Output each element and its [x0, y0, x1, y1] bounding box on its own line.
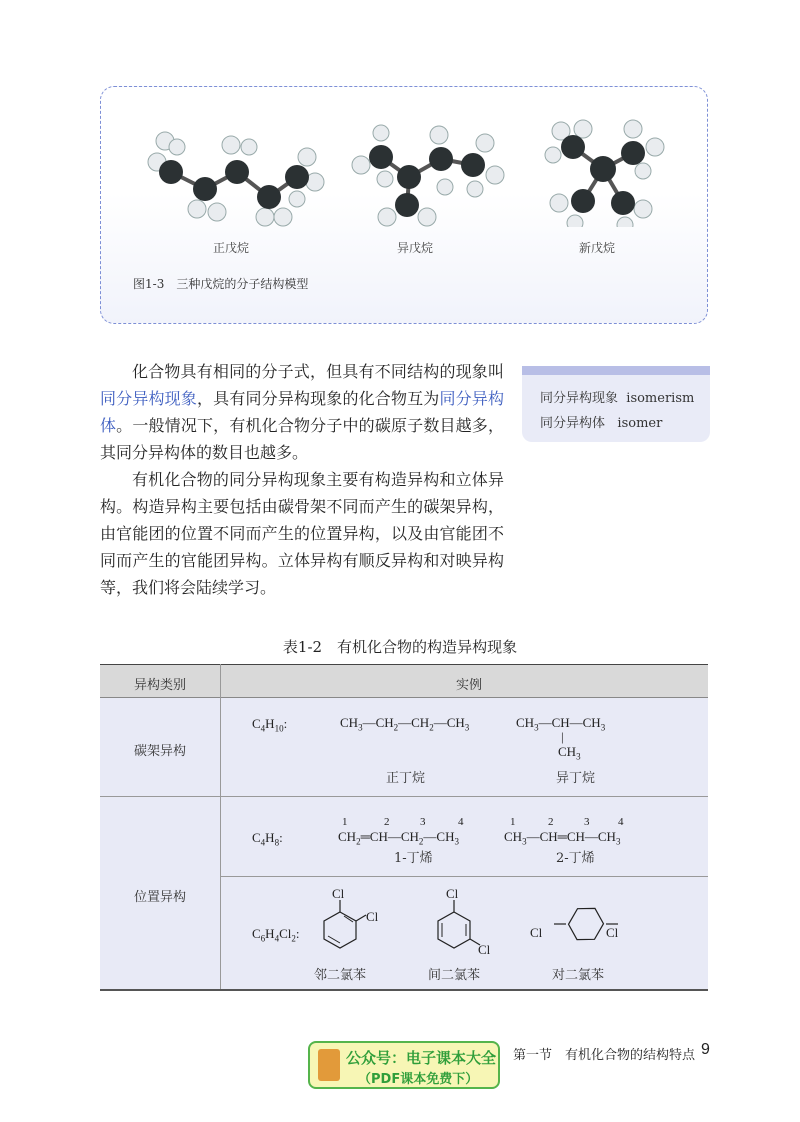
cl-para-2: Cl [606, 925, 619, 940]
name-isobutane: 异丁烷 [556, 771, 596, 786]
structure-isobutane: $CH_3—CH—CH_3$ [516, 715, 606, 733]
ortho-ring [320, 886, 380, 966]
header-example: 实例 [456, 678, 483, 693]
table-title: 表1-2 有机化合物的构造异构现象 [282, 638, 518, 656]
carbon-number-3: 3 [420, 816, 426, 828]
badge-line-1: 公众号：电子课本大全 [346, 1049, 497, 1067]
header-category: 异构类别 [134, 678, 187, 693]
row-divider [100, 796, 708, 797]
carbon-number-3: 3 [584, 816, 590, 828]
carbon-number-4: 4 [458, 816, 464, 828]
figure-caption: 图1-3 三种戊烷的分子结构模型 [133, 277, 309, 291]
isopentane-model [345, 117, 535, 227]
glossary-term-en: isomer [617, 416, 663, 431]
glossary-term-zh: 同分异构体 [540, 416, 606, 431]
p1-text-c: 。一般情况下，有机化合物分子中的碳原子数目越多，其同分异构体的数目也越多。 [100, 416, 504, 462]
structure-n-butane: $CH_3—CH_2—CH_2—CH_3$ [340, 715, 470, 733]
isopentane-label: 异戊烷 [396, 241, 433, 255]
formula-c4h10: $C_4H_{10}$: [252, 716, 288, 734]
p1-text-b: ，具有同分异构现象的化合物互为 [197, 389, 440, 408]
book-icon [318, 1049, 340, 1081]
glossary-row-2 [540, 412, 662, 431]
isomer-table [100, 664, 708, 990]
carbon-number-2: 2 [384, 816, 390, 828]
section-footer: 第一节 有机化合物的结构特点 [513, 1048, 696, 1063]
table-bottom-rule [100, 989, 708, 991]
cl-ortho-1: Cl [332, 886, 345, 901]
structure-1-butene: $CH_2═CH—CH_2—CH_3$ [338, 829, 459, 847]
name-ortho-dichlorobenzene: 邻二氯苯 [314, 968, 367, 983]
term-isomer: 同分异构体 [100, 389, 504, 435]
page-number: 9 [701, 1041, 710, 1058]
formula-c4h8: $C_4H_8$: [252, 830, 283, 848]
formula-c6h4cl2: $C_6H_4Cl_2$: [252, 926, 300, 944]
name-2-butene: 2-丁烯 [556, 851, 595, 866]
glossary-row-1 [540, 387, 694, 406]
neopentane-label: 新戊烷 [578, 241, 615, 255]
structure-2-butene: $CH_3—CH═CH—CH_3$ [504, 829, 621, 847]
table-header [100, 664, 708, 698]
cl-meta-2: Cl [478, 942, 491, 957]
paragraph-1 [100, 358, 504, 466]
glossary-term-en: isomerism [626, 391, 695, 406]
row-label-carbon-skeleton: 碳架异构 [133, 744, 186, 759]
n-pentane-model [137, 117, 327, 227]
cl-meta-1: Cl [446, 886, 459, 901]
column-divider [220, 664, 221, 990]
glossary-box [522, 366, 710, 442]
badge-line-2: （PDF课本免费下） [358, 1072, 479, 1087]
name-n-butane: 正丁烷 [386, 771, 426, 786]
n-pentane-label: 正戊烷 [212, 241, 249, 255]
cl-ortho-2: Cl [366, 909, 379, 924]
wechat-badge [308, 1041, 500, 1089]
carbon-number-1: 1 [510, 816, 516, 828]
cl-para-1: Cl [530, 925, 543, 940]
body-text [100, 358, 504, 601]
carbon-number-2: 2 [548, 816, 554, 828]
carbon-number-1: 1 [342, 816, 348, 828]
glossary-term-zh: 同分异构现象 [540, 391, 619, 406]
branch-bond: | [561, 729, 564, 744]
name-para-dichlorobenzene: 对二氯苯 [552, 968, 605, 983]
paragraph-2: 有机化合物的同分异构现象主要有构造异构和立体异构。构造异构主要包括由碳骨架不同而产生的碳架异构，由官能团的位置不同而产生的位置异构，以及由官能团不同而产生的官能团异构。立体异构有顺反异构和对映异构等，我们将会陆续学习。 [100, 470, 504, 597]
figure-panel [100, 86, 708, 324]
neopentane-model [537, 117, 727, 227]
term-isomerism: 同分异构现象 [100, 389, 197, 408]
carbon-number-4: 4 [618, 816, 624, 828]
subrow-divider [220, 876, 708, 877]
name-1-butene: 1-丁烯 [394, 851, 433, 866]
row-label-position: 位置异构 [133, 890, 186, 905]
p1-text-a: 化合物具有相同的分子式，但具有不同结构的现象叫 [132, 362, 504, 381]
branch-ch3: $CH_3$ [558, 744, 581, 762]
name-meta-dichlorobenzene: 间二氯苯 [428, 968, 481, 983]
